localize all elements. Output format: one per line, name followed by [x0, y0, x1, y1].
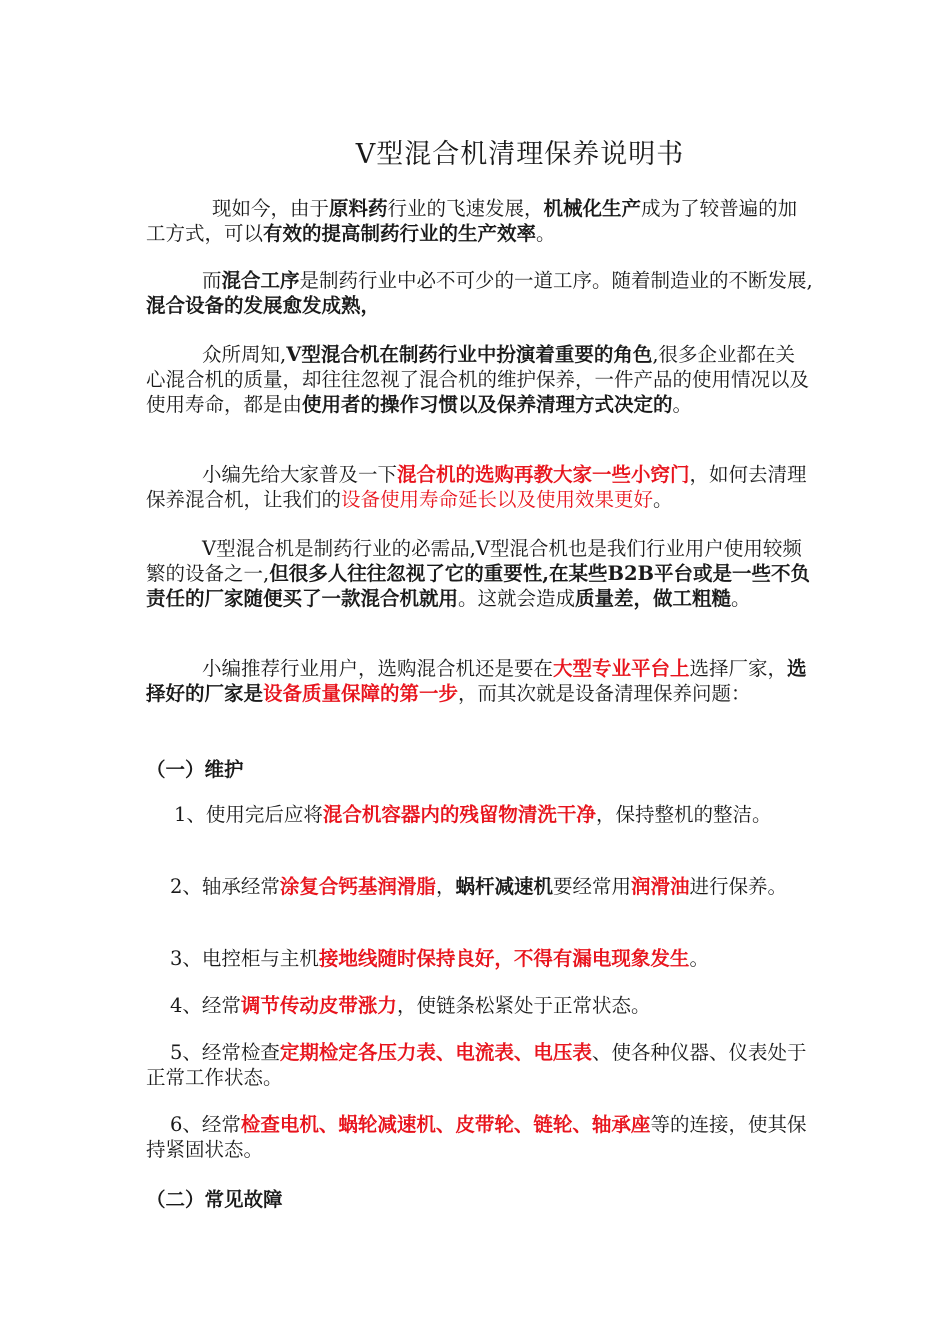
maintenance-item-5: 5、经常检查定期检定各压力表、电流表、电压表、使各种仪器、仪表处于正常工作状态。 — [146, 1041, 807, 1089]
paragraph-tips: 小编先给大家普及一下混合机的选购再教大家一些小窍门，如何去清理保养混合机，让我们的设备使用寿命延长以及使用效果更好。 — [146, 463, 807, 511]
maintenance-item-1: 1、使用完后应将混合机容器内的残留物清洗干净，保持整机的整洁。 — [174, 803, 772, 826]
maintenance-item-6: 6、经常检查电机、蜗轮减速机、皮带轮、链轮、轴承座等的连接，使其保持紧固状态。 — [146, 1113, 807, 1161]
maintenance-item-4: 4、经常调节传动皮带涨力，使链条松紧处于正常状态。 — [170, 994, 651, 1017]
paragraph-mixing-process: 而混合工序是制药行业中必不可少的一道工序。随着制造业的不断发展,混合设备的发展愈发成熟， — [146, 269, 813, 317]
maintenance-item-2: 2、轴承经常涂复合钙基润滑脂，蜗杆减速机要经常用润滑油进行保养。 — [170, 875, 788, 898]
section-heading-common-faults: （二）常见故障 — [146, 1188, 283, 1211]
paragraph-recommendation: 小编推荐行业用户，选购混合机还是要在大型专业平台上选择厂家，选择好的厂家是设备质量保障的第一步，而其次就是设备清理保养问题： — [146, 657, 807, 705]
paragraph-intro: 现如今，由于原料药行业的飞速发展，机械化生产成为了较普遍的加工方式，可以有效的提高制药行业的生产效率。 — [146, 197, 798, 245]
section-heading-maintenance: （一）维护 — [146, 758, 244, 781]
maintenance-item-3: 3、电控柜与主机接地线随时保持良好，不得有漏电现象发生。 — [170, 947, 709, 970]
document-title: V型混合机清理保养说明书 — [355, 139, 685, 170]
paragraph-v-mixer-role: 众所周知,V型混合机在制药行业中扮演着重要的角色,很多企业都在关心混合机的质量，却往往忽视了混合机的维护保养，一件产品的使用情况以及使用寿命，都是由使用者的操作习惯以及保养清理方式决定的。 — [146, 343, 810, 416]
paragraph-importance: V型混合机是制药行业的必需品,V型混合机也是我们行业用户使用较频繁的设备之一,但很多人往往忽视了它的重要性,在某些B2B平台或是一些不负责任的厂家随便买了一款混合机就用。这就会造成质量差，做工粗糙。 — [146, 537, 811, 610]
